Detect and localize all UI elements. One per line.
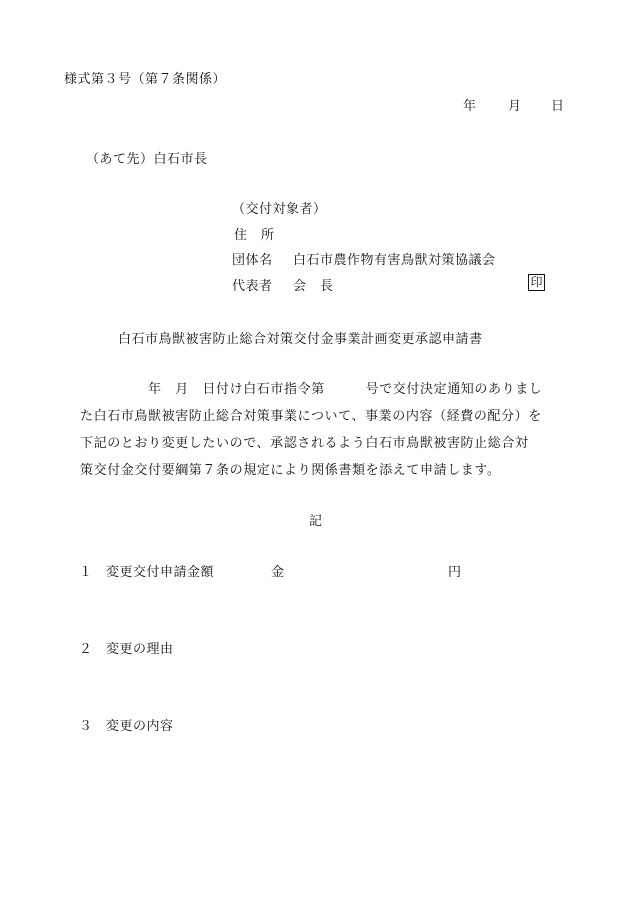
item-number: ２ <box>79 642 93 657</box>
amount-yen: 円 <box>448 565 462 580</box>
item-label: 変更交付申請金額 <box>106 565 215 580</box>
date-year: 年 <box>463 99 477 114</box>
date-day: 日 <box>551 99 565 114</box>
body-line: た白石市鳥獣被害防止総合対策事業について、事業の内容（経費の配分）を <box>80 409 542 424</box>
rep-value: 会 長 <box>293 279 334 294</box>
org-label: 団体名 <box>232 253 273 268</box>
seal-mark: 印 <box>528 274 545 291</box>
body-line: 下記のとおり変更したいので、承認されるよう白石市鳥獣被害防止総合対 <box>80 436 529 451</box>
item-number: ３ <box>79 719 93 734</box>
form-number: 様式第３号（第７条関係） <box>64 72 227 87</box>
org-value: 白石市農作物有害鳥獣対策協議会 <box>293 253 496 268</box>
item-label: 変更の理由 <box>106 642 174 657</box>
addressee: （あて先）白石市長 <box>86 152 208 167</box>
item-label: 変更の内容 <box>106 719 174 734</box>
applicant-heading: （交付対象者） <box>232 202 327 217</box>
date-month: 月 <box>508 99 522 114</box>
document-title: 白石市鳥獣被害防止総合対策交付金事業計画変更承認申請書 <box>118 332 483 347</box>
ki-heading: 記 <box>309 514 323 529</box>
body-line: 年 月 日付け白石市指令第 号で交付決定通知のありまし <box>80 382 543 397</box>
body-paragraph <box>80 376 572 484</box>
amount-kin: 金 <box>271 565 285 580</box>
address-label: 住 所 <box>234 228 275 243</box>
body-line: 策交付金交付要綱第７条の規定により関係書類を添えて申請します。 <box>80 463 501 478</box>
item-number: １ <box>79 565 93 580</box>
rep-label: 代表者 <box>232 279 273 294</box>
